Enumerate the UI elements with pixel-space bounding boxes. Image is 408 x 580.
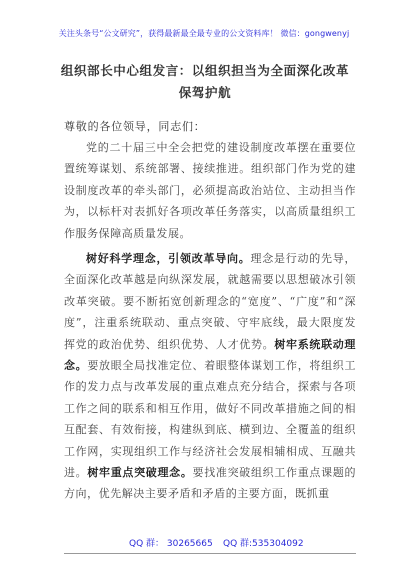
paragraph-text: 理念是行动的先导，全面深化改革越是向纵深发展，就越需要以思想破冰引领改革突破。要不断拓宽创新理念的“宽度”、“广度”和“深度”，注重系统联动、重点突破、守牢底线，最大限度发挥党的政治优势、组织优势、人才优势。	[64, 252, 356, 351]
bold-lead-phrase: 树好科学理念，引领改革导向。	[86, 252, 251, 265]
paragraph-text: 党的二十届三中全会把党的建设制度改革摆在重要位置统筹谋划、系统部署、接续推进。组织部门作为党的建设制度改革的牵头部门，必须提高政治站位、主动担当作为，以标杆对表抓好各项改革任务落实，以高质量组织工作服务保障高质量发展。	[64, 141, 356, 240]
paragraph-text: 要找准突破组织工作重点课题的方向，优先解决主要矛盾和矛盾的主要方面，既抓重	[64, 466, 356, 501]
bold-lead-phrase: 树牢系统联动理念。	[64, 337, 356, 373]
header-note: 关注头条号“公文研究”，获得最新最全最专业的公文资料库！ 微信：gongwenyj	[58, 29, 350, 38]
bold-lead-phrase: 树牢重点突破理念。	[87, 466, 193, 480]
salutation: 尊敬的各位领导，同志们：	[64, 120, 206, 133]
paragraph-1	[64, 137, 356, 244]
paragraph-2	[64, 248, 356, 505]
document-title: 组织部长中心组发言：以组织担当为全面深化改革保驾护航	[60, 63, 350, 100]
qq-group-2: QQ 群:535304092	[223, 539, 304, 549]
paragraph-text: 要放眼全局找准定位、着眼整体谋划工作，将组织工作的发力点与改革发展的重点难点充分结合，探索与各项工作之间的联系和相互作用，做好不同改革措施之间的相互配套、有效衔接，构建纵到底、横到边、全覆盖的组织工作网，实现组织工作与经济社会发展相辅相成、互融共进。	[64, 359, 356, 480]
qq-group-1: QQ 群： 30265665	[129, 539, 213, 549]
footer-divider	[64, 553, 356, 554]
